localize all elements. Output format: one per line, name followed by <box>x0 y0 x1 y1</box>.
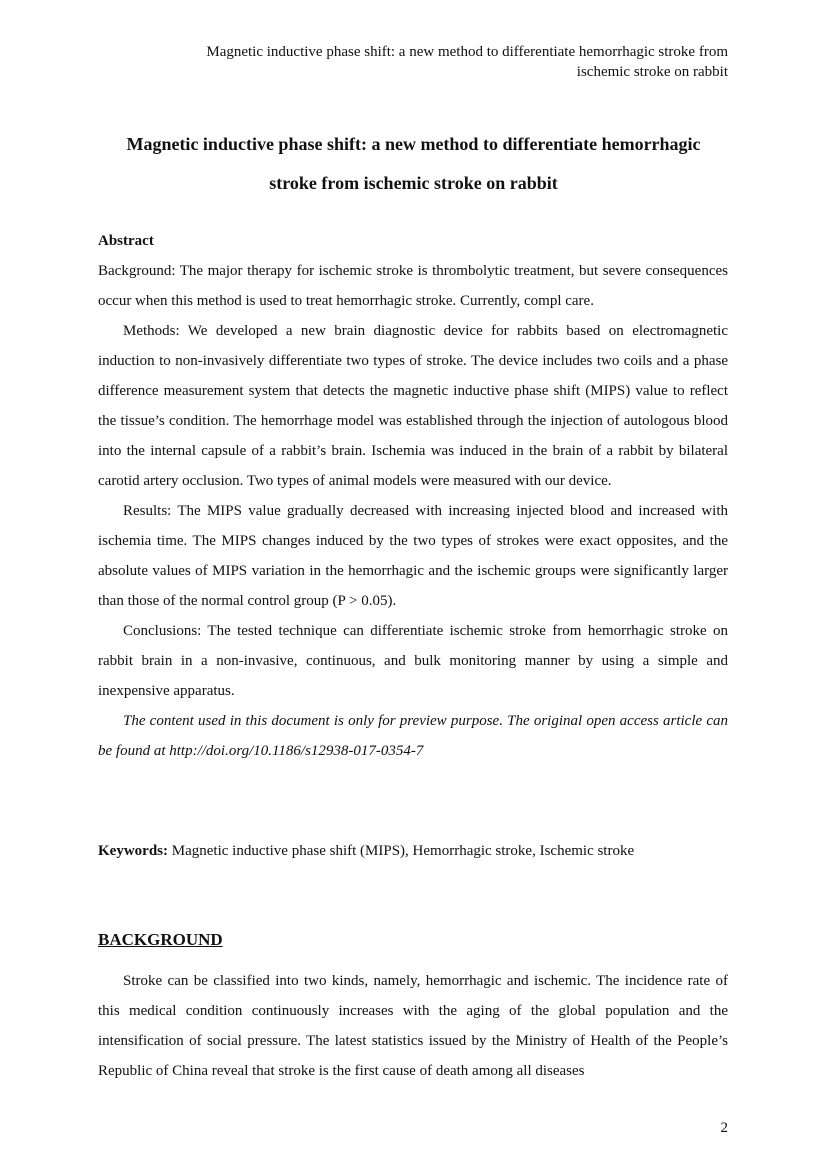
abstract-methods-paragraph: Methods: We developed a new brain diagnostic device for rabbits based on electromagnetic induction to non-invasively differentiate two types of stroke. The device includes two coils and a phase difference measurement system that detects the magnetic inductive phase shift (MIPS) value to reflect the tissue’s condition. The hemorrhage model was established through the injection of autologous blood into the internal capsule of a rabbit’s brain. Ischemia was induced in the brain of a rabbit by bilateral carotid artery occlusion. Two types of animal models were measured with our device. <box>98 323 728 489</box>
section-heading-background: BACKGROUND <box>98 930 223 949</box>
paper-title <box>98 125 729 203</box>
paper-title-line-2: stroke from ischemic stroke on rabbit <box>269 173 558 193</box>
background-paragraph: Stroke can be classified into two kinds, namely, hemorrhagic and ischemic. The incidence rate of this medical condition continuously increases with the aging of the global population and the intensification of social pressure. The latest statistics issued by the Ministry of Health of the People’s Republic of China reveal that stroke is the first cause of death among all diseases <box>98 973 728 1079</box>
running-header-line-1: Magnetic inductive phase shift: a new method to differentiate hemorrhagic stroke from <box>206 44 728 60</box>
abstract-heading: Abstract <box>98 233 154 249</box>
paper-title-line-1: Magnetic inductive phase shift: a new method to differentiate hemorrhagic <box>126 134 701 154</box>
background-section-body <box>98 966 728 1086</box>
abstract-conclusions-paragraph: Conclusions: The tested technique can differentiate ischemic stroke from hemorrhagic stroke on rabbit brain in a non-invasive, continuous, and bulk monitoring manner by using a simple and inexpensive apparatus. <box>98 623 728 699</box>
running-header-line-2: ischemic stroke on rabbit <box>576 64 728 80</box>
keywords-line <box>98 840 728 862</box>
page-number: 2 <box>720 1120 728 1136</box>
keywords-label: Keywords: <box>98 843 168 859</box>
abstract-background-paragraph: Background: The major therapy for ischemic stroke is thrombolytic treatment, but severe consequences occur when this method is used to treat hemorrhagic stroke. Currently, compl care. <box>98 263 728 309</box>
running-header <box>120 42 728 82</box>
preview-notice: The content used in this document is only for preview purpose. The original open access article can be found at http://doi.org/10.1186/s12938-017-0354-7 <box>98 713 728 759</box>
keywords-text: Magnetic inductive phase shift (MIPS), Hemorrhagic stroke, Ischemic stroke <box>171 843 635 859</box>
abstract-body <box>98 256 728 766</box>
abstract-results-paragraph: Results: The MIPS value gradually decreased with increasing injected blood and increased with ischemia time. The MIPS changes induced by the two types of strokes were exact opposites, and the absolute values of MIPS variation in the hemorrhagic and the ischemic groups were significantly larger than those of the normal control group (P > 0.05). <box>98 503 728 609</box>
